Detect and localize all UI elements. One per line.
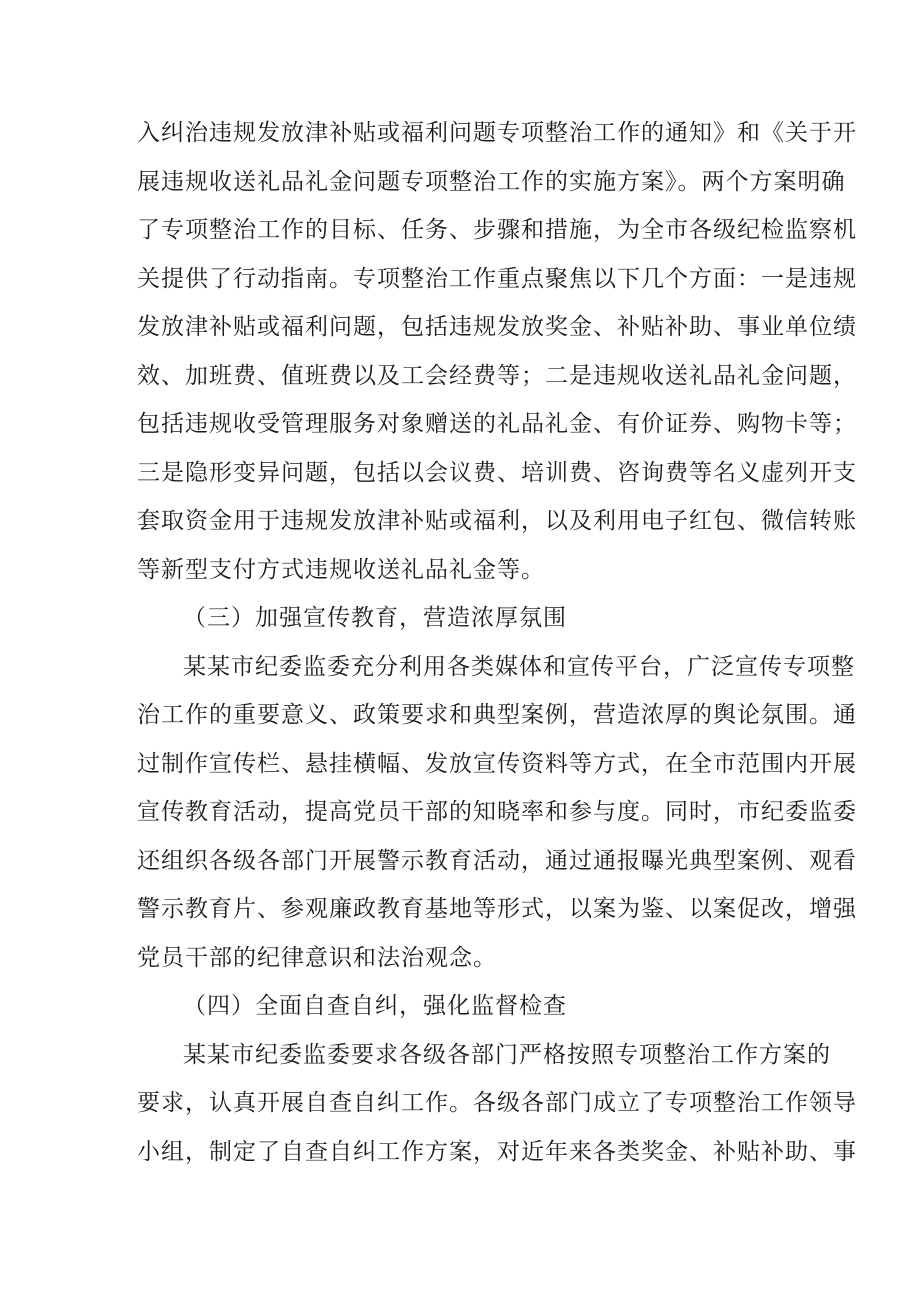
text-line: 某某市纪委监委充分利用各类媒体和宣传平台，广泛宣传专项整 xyxy=(183,653,855,680)
text-line: 宣传教育活动，提高党员干部的知晓率和参与度。同时，市纪委监委 xyxy=(137,799,857,825)
text-line: 关提供了行动指南。专项整治工作重点聚焦以下几个方面：一是违规 xyxy=(137,265,857,292)
text-line: 警示教育片、参观廉政教育基地等形式，以案为鉴、以案促改，增强 xyxy=(137,896,857,922)
text-line: 治工作的重要意义、政策要求和典型案例，营造浓厚的舆论氛围。通 xyxy=(137,702,857,728)
text-line: 三是隐形变异问题，包括以会议费、培训费、咨询费等名义虚列开支 xyxy=(137,459,857,486)
paragraph-2 xyxy=(137,643,857,983)
text-line: 发放津补贴或福利问题，包括违规发放奖金、补贴补助、事业单位绩 xyxy=(137,314,857,340)
text-line: 套取资金用于违规发放津补贴或福利，以及利用电子红包、微信转账 xyxy=(137,508,857,534)
text-line: 还组织各级各部门开展警示教育活动，通过通报曝光典型案例、观看 xyxy=(137,847,857,874)
text-line: 效、加班费、值班费以及工会经费等；二是违规收送礼品礼金问题， xyxy=(137,362,857,389)
text-line: 入纠治违规发放津补贴或福利问题专项整治工作的通知》和《关于开 xyxy=(137,120,857,146)
text-line: 了专项整治工作的目标、任务、步骤和措施，为全市各级纪检监察机 xyxy=(137,217,857,243)
text-line: 要求，认真开展自查自纠工作。各级各部门成立了专项整治工作领导 xyxy=(137,1090,857,1116)
section-heading-4: （四）全面自查自纠，强化监督检查 xyxy=(183,993,567,1019)
text-line: 党员干部的纪律意识和法治观念。 xyxy=(137,944,497,971)
text-line: 小组，制定了自查自纠工作方案，对近年来各类奖金、补贴补助、事 xyxy=(137,1138,857,1165)
paragraph-1 xyxy=(137,109,857,594)
paragraph-3 xyxy=(137,1031,857,1177)
text-line: 包括违规收受管理服务对象赠送的礼品礼金、有价证券、购物卡等； xyxy=(137,411,857,437)
text-line: 等新型支付方式违规收送礼品礼金等。 xyxy=(137,556,545,583)
text-line: 展违规收送礼品礼金问题专项整治工作的实施方案》。两个方案明确 xyxy=(137,168,846,195)
section-heading-3: （三）加强宣传教育，营造浓厚氛围 xyxy=(183,605,567,631)
text-line: 某某市纪委监委要求各级各部门严格按照专项整治工作方案的 xyxy=(183,1041,831,1068)
text-line: 过制作宣传栏、悬挂横幅、发放宣传资料等方式，在全市范围内开展 xyxy=(137,750,857,777)
document-body xyxy=(137,109,857,1176)
